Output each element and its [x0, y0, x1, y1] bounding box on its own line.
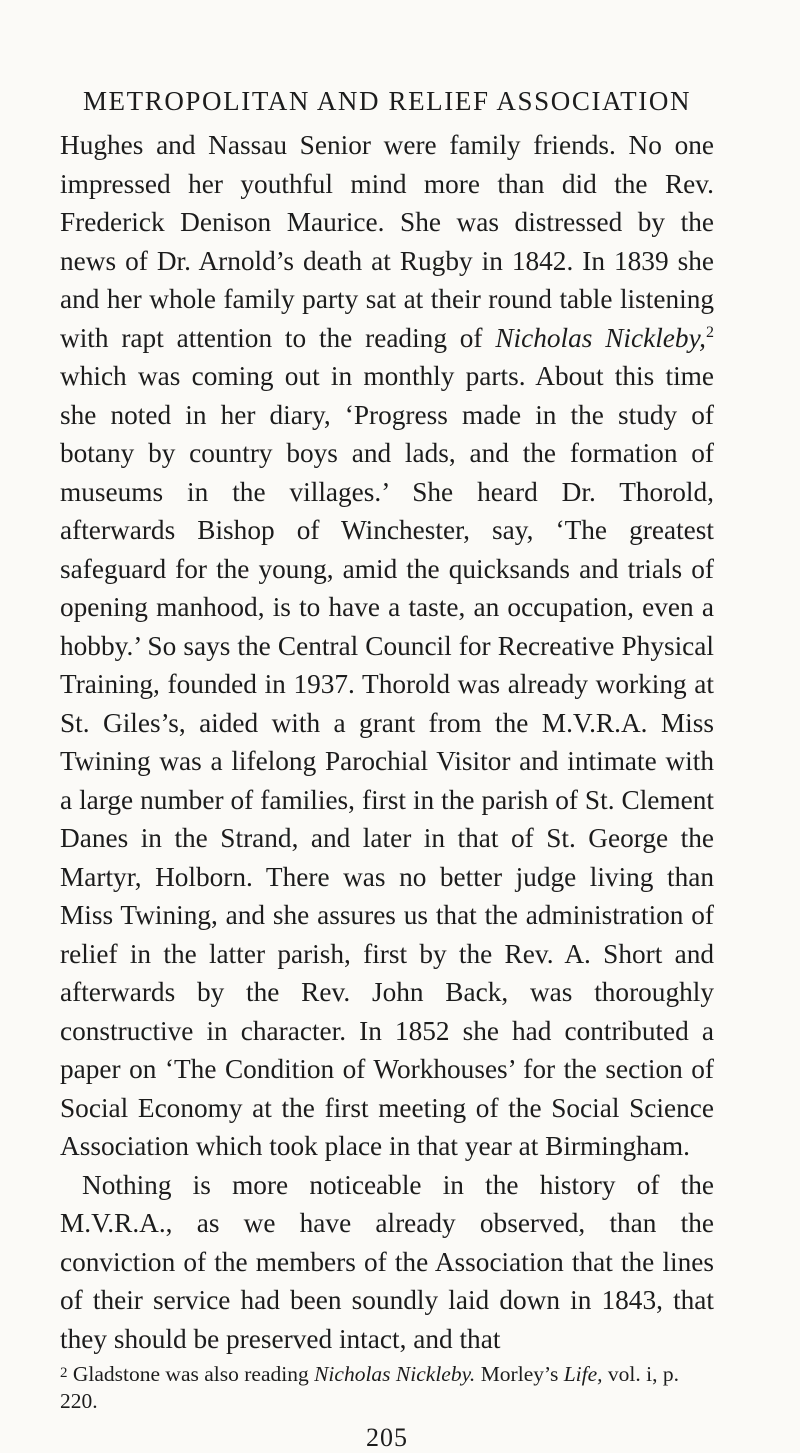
paragraph-1-text-a: Hughes and Nassau Senior were family friends. No one impressed her youthful mind more than did the Rev. Frederick Denison Maurice. She was distressed by the news of Dr. Arnold’s death at Rugby in 1842. In 1839 she and her whole family party sat at their round table listening with rapt attention to the reading of	[60, 130, 714, 353]
book-title-nicholas-nickleby: Nicholas Nickleby,	[495, 322, 707, 353]
footnote-reference[interactable]: 2	[706, 323, 715, 341]
paragraph-1	[60, 126, 714, 1166]
book-page	[60, 82, 714, 1453]
footnote-text-c: vol. i, p. 220.	[60, 1362, 679, 1413]
footnote-title: Nicholas Nickleby.	[314, 1362, 476, 1386]
footnote-number: 2	[60, 1365, 68, 1381]
footnote	[60, 1360, 714, 1415]
running-head: METROPOLITAN AND RELIEF ASSOCIATION	[82, 86, 692, 116]
footnote-text-a: Gladstone was also reading	[67, 1362, 315, 1386]
footnote-text-b: Morley’s	[475, 1362, 564, 1386]
paragraph-2: Nothing is more noticeable in the history of the M.V.R.A., as we have already observed, than the conviction of the members of the Association that the lines of their service had been soundly laid down in 1843, that they should be preserved intact, and that	[60, 1169, 714, 1354]
paragraph-1-text-b: which was coming out in monthly parts. About this time she noted in her diary, ‘Progress made in the study of botany by country boys and lads, and the formation of museums in the villages.’ She heard Dr. Thorold, afterwards Bishop of Winchester, say, ‘The greatest safeguard for the young, amid the quicksands and trials of opening manhood, is to have a taste, an occupation, even a hobby.’ So says the Central Council for Recreative Physical Training, founded in 1937. Thorold was already working at St. Giles’s, aided with a grant from the M.V.R.A. Miss Twining was a lifelong Parochial Visitor and intimate with a large number of families, first in the parish of St. Clement Danes in the Strand, and later in that of St. George the Martyr, Holborn. There was no better judge living than Miss Twining, and she assures us that the administration of relief in the latter parish, first by the Rev. A. Short and afterwards by the Rev. John Back, was thoroughly constructive in character. In 1852 she had contributed a paper on ‘The Condition of Workhouses’ for the section of Social Economy at the first meeting of the Social Science Association which took place in that year at Birmingham.	[60, 361, 714, 1161]
page-number: 205	[366, 1423, 408, 1452]
footnote-work: Life,	[563, 1362, 603, 1386]
